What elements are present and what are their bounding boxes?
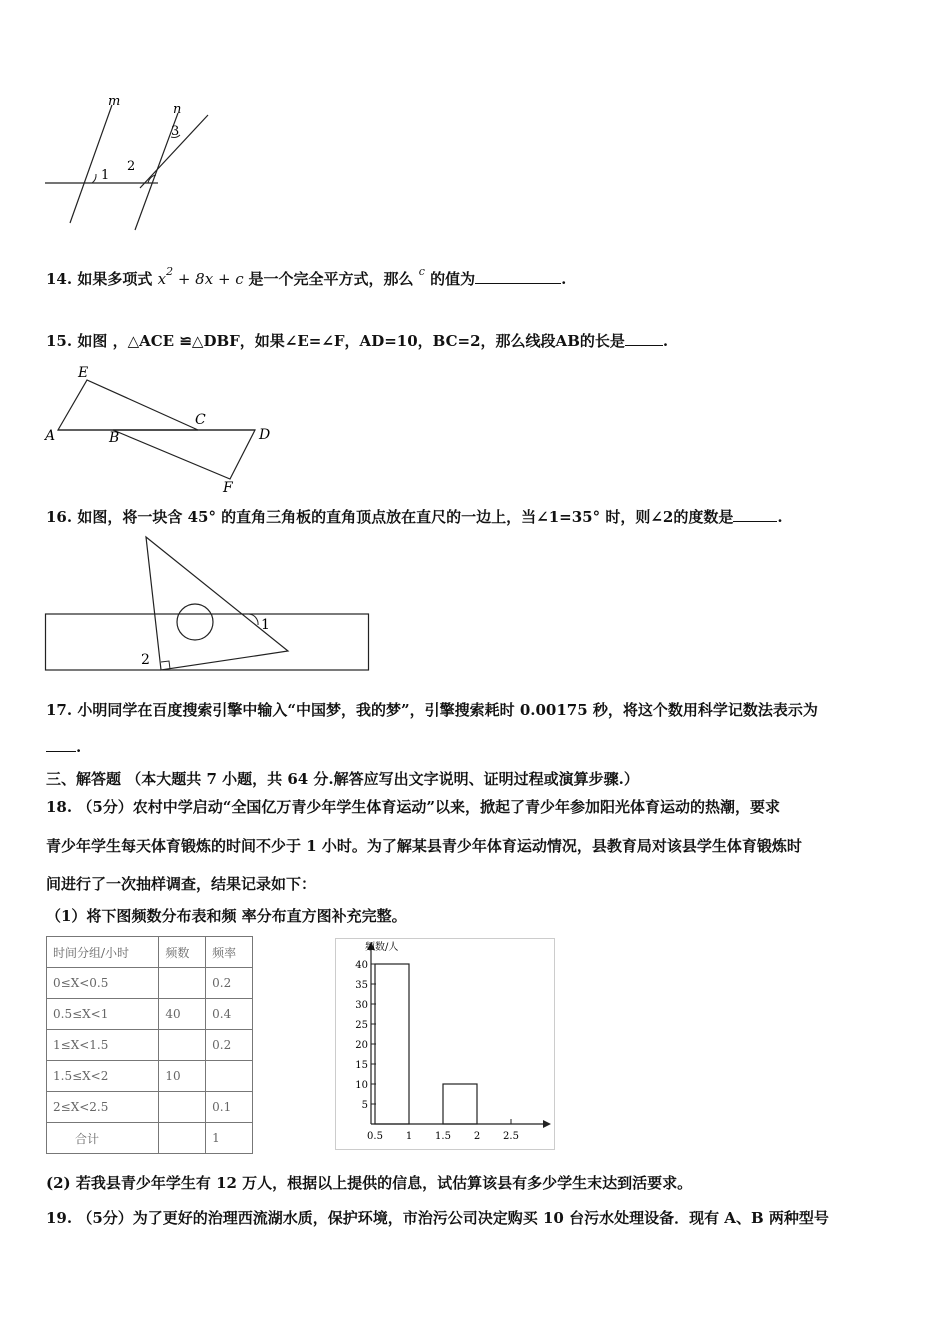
q15-text: 如图 ，△ACE ≌△DBF，如果∠E=∠F，AD=10，BC=2，那么线段AB的长是 <box>77 332 625 350</box>
q14-text-3: 的值为 <box>430 270 476 288</box>
header-cell: 频率 <box>206 937 253 968</box>
y-tick-label: 30 <box>355 1000 368 1011</box>
q14-answer-blank[interactable] <box>475 283 561 284</box>
y-tick-label: 5 <box>361 1100 368 1111</box>
table-cell: 1 <box>206 1123 253 1154</box>
frequency-table <box>46 936 253 1154</box>
table-cell: 0.1 <box>206 1092 253 1123</box>
table-cell-blank[interactable] <box>159 1092 206 1123</box>
table-row <box>47 1092 253 1123</box>
figure-ruler-triangle <box>44 532 374 674</box>
x-tick-label: 1 <box>405 1131 413 1142</box>
label-A: A <box>45 428 56 444</box>
y-tick-label: 40 <box>355 960 368 971</box>
label-angle-2: 2 <box>141 652 150 668</box>
x-tick-label: 1.5 <box>435 1131 451 1142</box>
frequency-histogram <box>335 938 555 1150</box>
x-tick-label: 0.5 <box>367 1131 383 1142</box>
header-cell: 时间分组/小时 <box>47 937 159 968</box>
table-row <box>47 999 253 1030</box>
q17-text: 小明同学在百度搜索引擎中输入“中国梦，我的梦”，引擎搜索耗时 0.00175 秒，将这个数用科学记数法表示为 <box>77 701 818 719</box>
label-m: m <box>108 95 121 109</box>
table-row <box>47 1030 253 1061</box>
q15-number: 15. <box>46 332 73 350</box>
histogram-bar <box>443 1084 477 1124</box>
table-cell: 合计 <box>47 1123 159 1154</box>
q15-answer-blank[interactable] <box>625 345 663 346</box>
q18-line-3: 间进行了一次抽样调查，结果记录如下： <box>46 875 317 893</box>
q17-number: 17. <box>46 701 73 719</box>
table-cell: 0.2 <box>206 1030 253 1061</box>
q14-number: 14. <box>46 270 73 288</box>
label-n: n <box>173 102 182 117</box>
label-angle-3: 3 <box>171 124 180 139</box>
label-angle-1: 1 <box>101 168 110 183</box>
q14-text-2: 是一个完全平方式，那么 <box>248 270 414 288</box>
question-16: 16. 如图，将一块含 45° 的直角三角板的直角顶点放在直尺的一边上，当∠1=35° 时，则∠2的度数是 . <box>46 508 783 526</box>
table-cell: 10 <box>159 1061 206 1092</box>
table-row <box>47 968 253 999</box>
y-tick-label: 20 <box>355 1040 368 1051</box>
figure-parallel-lines <box>40 95 220 235</box>
x-axis-arrow <box>543 1120 551 1128</box>
y-tick-label: 10 <box>355 1080 368 1091</box>
table-row <box>47 1123 253 1154</box>
table-header-row <box>47 937 253 968</box>
table-cell: 1≤X<1.5 <box>47 1030 159 1061</box>
table-row <box>47 1061 253 1092</box>
header-cell: 频数 <box>159 937 206 968</box>
chart-frame <box>336 939 555 1150</box>
q18-line-2: 青少年学生每天体育锻炼的时间不少于 1 小时。为了解某县青少年体育运动情况，县教育局对该县学生体育锻炼时 <box>46 837 802 855</box>
label-angle-2: 2 <box>127 159 136 174</box>
table-cell: 2≤X<2.5 <box>47 1092 159 1123</box>
table-cell: 1.5≤X<2 <box>47 1061 159 1092</box>
label-C: C <box>195 412 206 428</box>
table-cell: 0≤X<0.5 <box>47 968 159 999</box>
q17-answer-line: . <box>46 738 81 756</box>
q16-number: 16. <box>46 508 73 526</box>
section-3-title: 三、解答题 （本大题共 7 小题，共 64 分.解答应写出文字说明、证明过程或演算步骤.） <box>46 770 639 788</box>
question-17 <box>46 699 818 720</box>
q16-text: 如图，将一块含 45° 的直角三角板的直角顶点放在直尺的一边上，当∠1=35° 时，则∠2的度数是 <box>77 508 734 526</box>
label-angle-1: 1 <box>261 617 270 633</box>
y-tick-label: 25 <box>355 1020 368 1031</box>
table-cell: 0.4 <box>206 999 253 1030</box>
label-F: F <box>223 480 233 496</box>
y-tick-label: 15 <box>355 1060 368 1071</box>
label-E: E <box>78 365 89 381</box>
line-m <box>70 105 112 223</box>
y-tick-label: 35 <box>355 980 368 991</box>
q19-line-1: 19. （5分）为了更好的治理西流湖水质，保护环境，市治污公司决定购买 10 台污水处理设备．现有 A、B 两种型号 <box>46 1209 829 1227</box>
q16-answer-blank[interactable] <box>733 521 777 522</box>
q18-line-1: 18. （5分）农村中学启动“全国亿万青少年学生体育运动”以来，掀起了青少年参加阳光体育运动的热潮，要求 <box>46 798 781 816</box>
question-14: 14. 如果多项式 $x^2 + 8x + c$ 是一个完全平方式，那么 $^c$ 的值为 . <box>46 265 567 288</box>
label-D: D <box>259 427 271 443</box>
y-axis-label: 频数/人 <box>365 942 399 953</box>
x-tick-label: 2.5 <box>503 1131 519 1142</box>
table-cell-blank[interactable] <box>159 1123 206 1154</box>
table-cell: 0.2 <box>206 968 253 999</box>
question-15: 15. 如图 ，△ACE ≌△DBF，如果∠E=∠F，AD=10，BC=2，那么线段AB的长是 . <box>46 332 669 350</box>
table-cell-blank[interactable] <box>159 1030 206 1061</box>
q14-poly: $x^2 + 8x + c$ <box>157 265 244 288</box>
q17-answer-blank[interactable] <box>46 751 76 752</box>
q14-var-c: c <box>418 265 425 278</box>
x-tick-label: 2 <box>473 1131 481 1142</box>
table-cell-blank[interactable] <box>159 968 206 999</box>
histogram-bar <box>375 964 409 1124</box>
table-cell-blank[interactable] <box>206 1061 253 1092</box>
figure-triangles <box>40 362 290 497</box>
label-B: B <box>109 430 120 446</box>
q14-text-1: 如果多项式 <box>77 270 153 288</box>
table-cell: 40 <box>159 999 206 1030</box>
table-cell: 0.5≤X<1 <box>47 999 159 1030</box>
q18-part-2: (2) 若我县青少年学生有 12 万人，根据以上提供的信息，试估算该县有多少学生末达到活要求。 <box>46 1174 693 1192</box>
q18-part-1: （1）将下图频数分布表和频 率分布直方图补充完整。 <box>46 907 407 925</box>
